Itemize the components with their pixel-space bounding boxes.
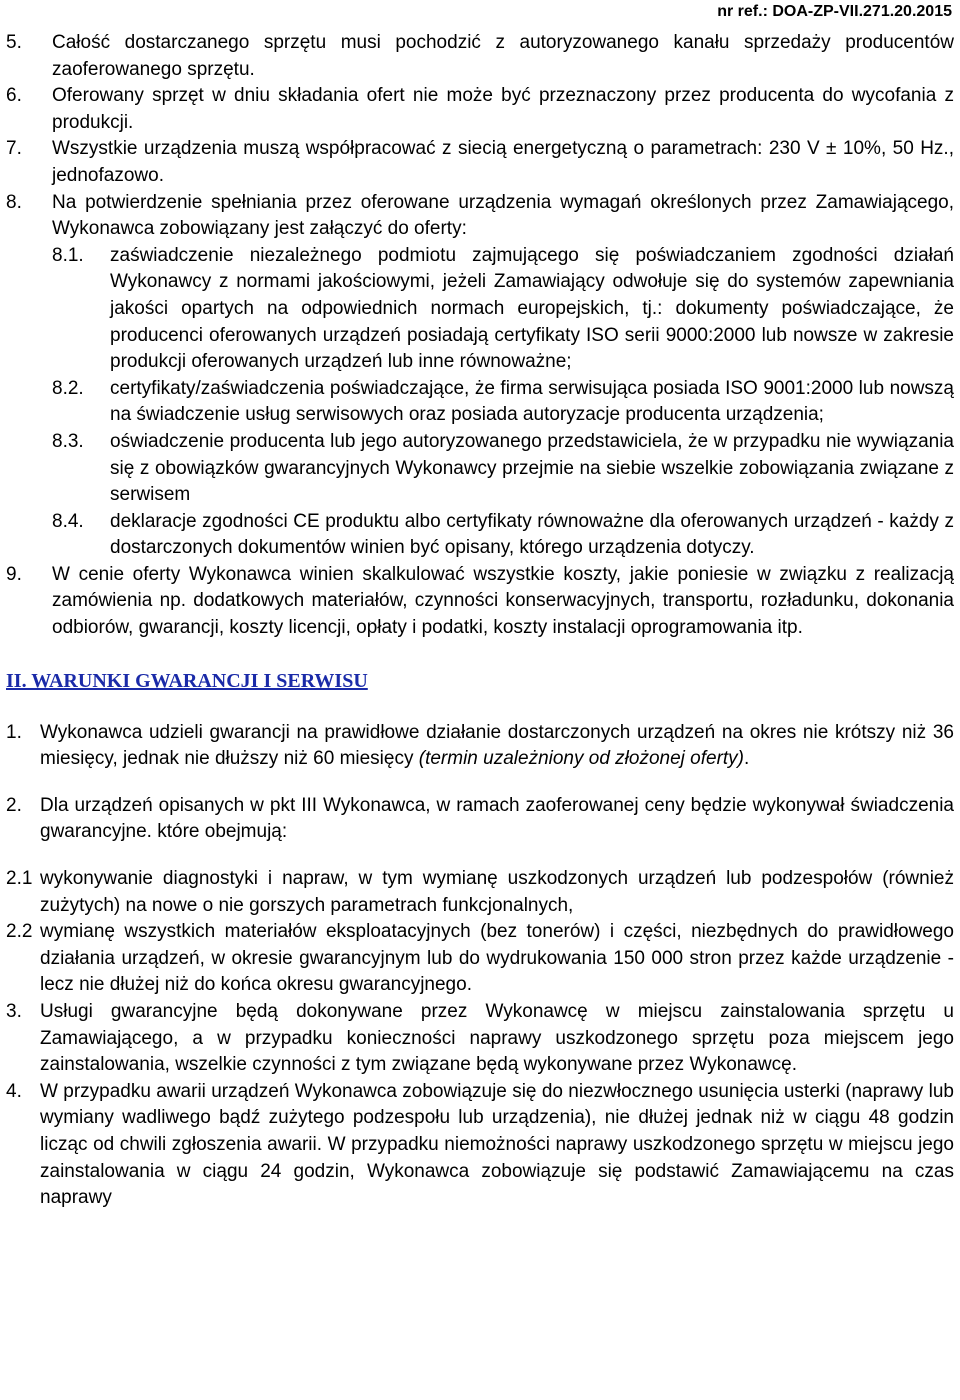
- item-text: Na potwierdzenie spełniania przez oferowane urządzenia wymagań określonych przez Zamawiającego, Wykonawca zobowiązany jest załączyć do oferty:: [52, 191, 954, 240]
- list-item: [6, 793, 954, 846]
- list-item: [6, 136, 954, 189]
- item-text: zaświadczenie niezależnego podmiotu zajmującego się poświadczaniem zgodności działań Wykonawcy z normami jakościowymi, jeżeli Zamawiający odwołuje się do systemów zapewniania jakości opartych na odpowiednich normach europejskich, tj.: dokumenty poświadczające, że producenci oferowanych urządzeń posiadają certyfikaty ISO serii 9000:2000 lub nowsze w zakresie produkcji oferowanych urządzeń lub inne równoważne;: [110, 244, 954, 373]
- item-number: 8.4.: [52, 510, 84, 532]
- list-item: [6, 999, 954, 1079]
- item-number: 5.: [6, 32, 22, 53]
- item-text-italic: (termin uzależniony od złożonej oferty): [418, 748, 745, 770]
- item-number: 2.: [6, 794, 22, 816]
- item-number: 1.: [6, 721, 22, 743]
- item-number: 8.: [6, 191, 22, 213]
- item-number: 2.1: [6, 868, 33, 890]
- item-text: certyfikaty/zaświadczenia poświadczające, że firma serwisująca posiada ISO 9001:2000 lub nowszą na świadczenie usług serwisowych oraz posiada autoryzacje producenta urządzenia;: [110, 377, 954, 426]
- list-item: [6, 1079, 954, 1212]
- item-text: Dla urządzeń opisanych w pkt III Wykonawca, w ramach zaoferowanej ceny będzie wykonywał świadczenia gwarancyjne. które obejmują:: [40, 794, 954, 843]
- section-heading: II. WARUNKI GWARANCJI I SERWISU: [6, 669, 368, 692]
- item-text: wykonywanie diagnostyki i napraw, w tym wymianę uszkodzonych urządzeń lub podzespołów (również zużytych) na nowe o nie gorszych parametrach funkcjonalnych,: [40, 868, 954, 916]
- item-text: wymianę wszystkich materiałów eksploatacyjnych (bez tonerów) i części, niezbędnych do prawidłowego działania urządzeń, w okresie gwarancyjnym lub do wydrukowania 150 000 stron przez każde urządzenie - lecz nie dłużej niż do końca okresu gwarancyjnego.: [40, 921, 954, 996]
- item-number: 7.: [6, 138, 22, 160]
- item-text: W przypadku awarii urządzeń Wykonawca zobowiązuje się do niezwłocznego usunięcia usterki (naprawy lub wymiany wadliwego bądź zużytego podzespołu lub urządzenia), nie dłużej jednak niż w ciągu 48 godzin licząc od chwili zgłoszenia awarii. W przypadku niemożności naprawy uszkodzonego sprzętu w miejscu jego zainstalowania w ciągu 24 godzin, Wykonawca zobowiązuje się podstawić Zamawiającemu na czas naprawy: [40, 1080, 954, 1209]
- list-item: [6, 919, 954, 999]
- item-number: 6.: [6, 85, 22, 107]
- sub-list-item: [6, 509, 954, 562]
- sub-list-item: [6, 243, 954, 376]
- document-body: [6, 30, 954, 1212]
- item-number: 8.3.: [52, 430, 84, 452]
- item-number: 8.2.: [52, 377, 84, 399]
- item-text: Oferowany sprzęt w dniu składania ofert nie może być przeznaczony przez producenta do wycofania z produkcji.: [52, 85, 954, 133]
- list-item: [6, 83, 954, 136]
- item-text: oświadczenie producenta lub jego autoryzowanego przedstawiciela, że w przypadku nie wywiązania się z obowiązków gwarancyjnych Wykonawcy przejmie na siebie wszelkie zobowiązania związane z serwisem: [110, 430, 954, 506]
- item-number: 3.: [6, 1001, 22, 1022]
- item-text-tail: .: [744, 748, 750, 770]
- item-number: 8.1.: [52, 244, 84, 266]
- item-text: Wykonawca udzieli gwarancji na prawidłowe działanie dostarczonych urządzeń na okres nie krótszy niż 36 miesięcy, jednak nie dłuższy niż 60 miesięcy: [40, 721, 954, 770]
- item-text: Usługi gwarancyjne będą dokonywane przez Wykonawcę w miejscu zainstalowania sprzętu u Zamawiającego, a w przypadku konieczności naprawy uszkodzonego sprzętu poza miejscem jego zainstalowania, wszelkie czynności z tym związane będą wykonywane przez Wykonawcę.: [40, 1001, 954, 1076]
- list-item: [6, 562, 954, 642]
- item-text: Wszystkie urządzenia muszą współpracować z siecią energetyczną o parametrach: 230 V ± 10%, 50 Hz., jednofazowo.: [52, 138, 954, 186]
- item-text: Całość dostarczanego sprzętu musi pochodzić z autoryzowanego kanału sprzedaży producentów zaoferowanego sprzętu.: [52, 32, 954, 80]
- list-item: [6, 190, 954, 243]
- document-reference: nr ref.: DOA-ZP-VII.271.20.2015: [717, 3, 952, 20]
- list-item: [6, 720, 954, 773]
- list-item: [6, 866, 954, 919]
- sub-list-item: [6, 429, 954, 509]
- item-number: 4.: [6, 1080, 22, 1102]
- list-item: [6, 30, 954, 83]
- item-text: deklaracje zgodności CE produktu albo certyfikaty równoważne dla oferowanych urządzeń - każdy z dostarczonych dokumentów winien być opisany, którego urządzenia dotyczy.: [110, 510, 954, 559]
- item-number: 2.2: [6, 921, 33, 943]
- sub-list-item: [6, 376, 954, 429]
- item-text: W cenie oferty Wykonawca winien skalkulować wszystkie koszty, jakie poniesie w związku z realizacją zamówienia np. dodatkowych materiałów, czynności konserwacyjnych, transportu, rozładunku, dokonania odbiorów, gwarancji, koszty licencji, opłaty i podatki, koszty instalacji oprogramowania itp.: [52, 563, 954, 639]
- item-number: 9.: [6, 563, 22, 585]
